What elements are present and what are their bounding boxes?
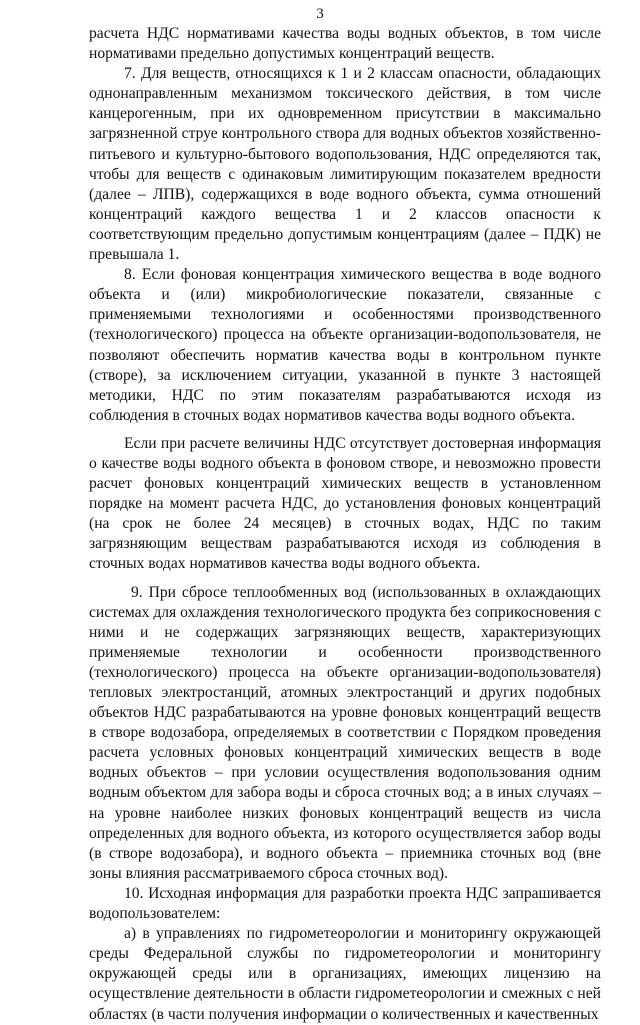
- paragraph-item-7: 7. Для веществ, относящихся к 1 и 2 классам опасности, обладающих однонаправленным механизмом токсического действия, в том числе канцерогенным, при их одновременном присутствии в максимально загрязненной струе контрольного створа для водных объектов хозяйственно-питьевого и культурно-бытового водопользования, НДС определяются так, чтобы для веществ с одинаковым лимитирующим показателем вредности (далее – ЛПВ), содержащихся в воде водного объекта, сумма отношений концентраций каждого вещества 1 и 2 классов опасности к соответствующим предельно допустимым концентрациям (далее – ПДК) не превышала 1.: [89, 65, 601, 264]
- document-body: [89, 24, 601, 1025]
- paragraph-continuation: расчета НДС нормативами качества воды водных объектов, в том числе нормативами предельно допустимых концентраций веществ.: [89, 25, 601, 63]
- paragraph-background-info: Если при расчете величины НДС отсутствует достоверная информация о качестве воды водного объекта в фоновом створе, и невозможно провести расчет фоновых концентраций химических веществ в установленном порядке на момент расчета НДС, до установления фоновых концентраций (на срок не более 24 месяцев) в сточных водах, НДС по таким загрязняющим веществам разрабатываются исходя из соблюдения в сточных водах нормативов качества воды водного объекта.: [89, 434, 601, 573]
- paragraph-item-10a: а) в управлениях по гидрометеорологии и мониторингу окружающей среды Федеральной службы по гидрометеорологии и мониторингу окружающей среды или в организациях, имеющих лицензию на осуществление деятельности в области гидрометеорологии и смежных с ней областях (в части получения информации о количественных и качественных: [89, 925, 601, 1023]
- page-number: 3: [316, 6, 324, 22]
- paragraph-item-8: 8. Если фоновая концентрация химического вещества в воде водного объекта и (или) микробиологические показатели, связанные с применяемыми технологиями и особенностями производственного (технологического) процесса на объекте организации-водопользователя, не позволяют обеспечить норматив качества воды в контрольном пункте (створе), за исключением ситуации, указанной в пункте 3 настоящей методики, НДС по этим показателям разрабатываются исходя из соблюдения в сточных водах нормативов качества воды водного объекта.: [89, 266, 601, 424]
- paragraph-item-10: 10. Исходная информация для разработки проекта НДС запрашивается водопользователем:: [89, 884, 601, 923]
- paragraph-item-9: 9. При сбросе теплообменных вод (использованных в охлаждающих системах для охлаждения технологического продукта без соприкосновения с ними и не содержащих загрязняющих веществ, характеризующих применяемые технологии и особенности производственного (технологического) процесса на объекте организации-водопользователя) тепловых электростанций, атомных электростанций и других подобных объектов НДС разрабатываются на уровне фоновых концентраций веществ в створе водозабора, определяемых в соответствии с Порядком проведения расчета условных фоновых концентраций химических веществ в воде водных объектов – при условии осуществления водопользования одним водным объектом для забора воды и сброса сточных вод; а в иных случаях – на уровне наиболее низких фоновых концентраций веществ из числа определенных для водного объекта, из которого осуществляется забор воды (в створе водозабора), и водного объекта – приемника сточных вод (вне зоны влияния рассматриваемого сброса сточных вод).: [89, 583, 601, 882]
